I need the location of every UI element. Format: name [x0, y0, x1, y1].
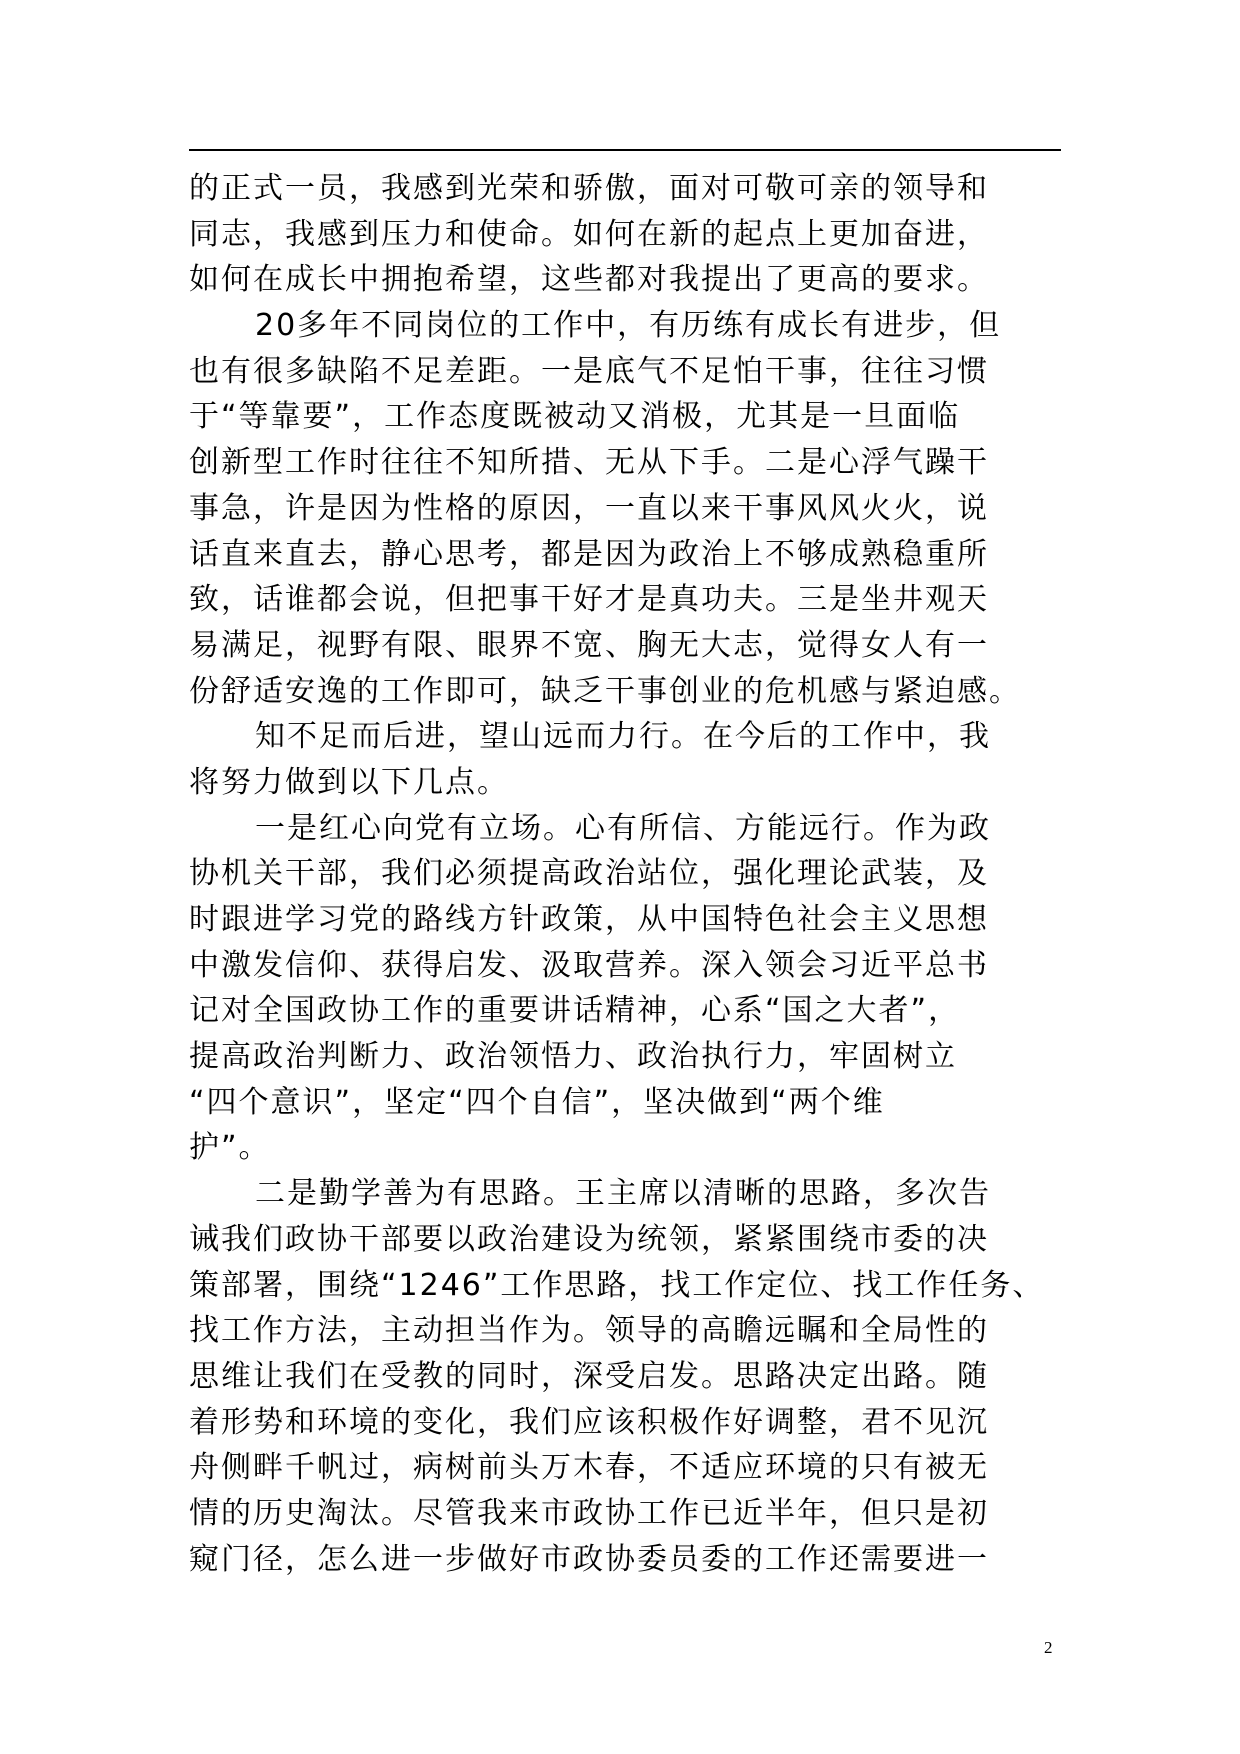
page-number: 2	[1044, 1638, 1053, 1657]
text-line: 致，话谁都会说，但把事干好才是真功夫。三是坐井观天	[189, 582, 989, 618]
text-line: 易满足，视野有限、眼界不宽、胸无大志，觉得女人有一	[189, 627, 989, 663]
text-line: 诫我们政协干部要以政治建设为统领，紧紧围绕市委的决	[189, 1221, 989, 1257]
text-line: 记对全国政协工作的重要讲话精神，心系“国之大者”，	[189, 993, 961, 1029]
text-line: 情的历史淘汰。尽管我来市政协工作已近半年，但只是初	[189, 1495, 989, 1531]
paragraph-start-line: 二是勤学善为有思路。王主席以清晰的思路，多次告	[255, 1176, 991, 1212]
text-line: 策部署，围绕“1246”工作思路，找工作定位、找工作任务、	[189, 1267, 1045, 1303]
text-line: “四个意识”，坚定“四个自信”，坚决做到“两个维	[189, 1084, 885, 1120]
header-rule	[189, 149, 1061, 151]
text-line: 窥门径，怎么进一步做好市政协委员委的工作还需要进一	[189, 1541, 989, 1577]
text-line: 协机关干部，我们必须提高政治站位，强化理论武装，及	[189, 856, 989, 892]
text-line: 也有很多缺陷不足差距。一是底气不足怕干事，往往习惯	[189, 353, 989, 389]
paragraph-start-line: 一是红心向党有立场。心有所信、方能远行。作为政	[255, 810, 991, 846]
text-line: 时跟进学习党的路线方针政策，从中国特色社会主义思想	[189, 902, 989, 937]
text-line: 中激发信仰、获得启发、汲取营养。深入领会习近平总书	[189, 947, 989, 983]
text-line: 思维让我们在受教的同时，深受启发。思路决定出路。随	[189, 1358, 989, 1394]
paragraph-start-line: 20多年不同岗位的工作中，有历练有成长有进步，但	[255, 308, 1002, 344]
text-line: 找工作方法，主动担当作为。领导的高瞻远瞩和全局性的	[189, 1313, 989, 1349]
body-text	[189, 166, 1061, 1582]
text-line: 话直来直去，静心思考，都是因为政治上不够成熟稳重所	[189, 536, 989, 572]
text-line: 舟侧畔千帆过，病树前头万木春，不适应环境的只有被无	[189, 1450, 989, 1486]
text-line: 事急，许是因为性格的原因，一直以来干事风风火火，说	[189, 490, 989, 526]
text-line: 的正式一员，我感到光荣和骄傲，面对可敬可亲的领导和	[189, 171, 989, 206]
text-line: 护”。	[189, 1130, 271, 1166]
paragraph-start-line: 知不足而后进，望山远而力行。在今后的工作中，我	[255, 719, 991, 755]
text-line: 提高政治判断力、政治领悟力、政治执行力，牢固树立	[189, 1039, 957, 1075]
text-line: 份舒适安逸的工作即可，缺乏干事创业的危机感与紧迫感。	[189, 673, 1021, 709]
text-line: 同志，我感到压力和使命。如何在新的起点上更加奋进，	[189, 216, 989, 252]
text-line: 着形势和环境的变化，我们应该积极作好调整，君不见沉	[189, 1404, 989, 1440]
text-line: 创新型工作时往往不知所措、无从下手。二是心浮气躁干	[189, 445, 989, 481]
text-line: 将努力做到以下几点。	[189, 764, 509, 800]
text-line: 如何在成长中拥抱希望，这些都对我提出了更高的要求。	[189, 262, 989, 298]
text-line: 于“等靠要”，工作态度既被动又消极，尤其是一旦面临	[189, 399, 961, 435]
